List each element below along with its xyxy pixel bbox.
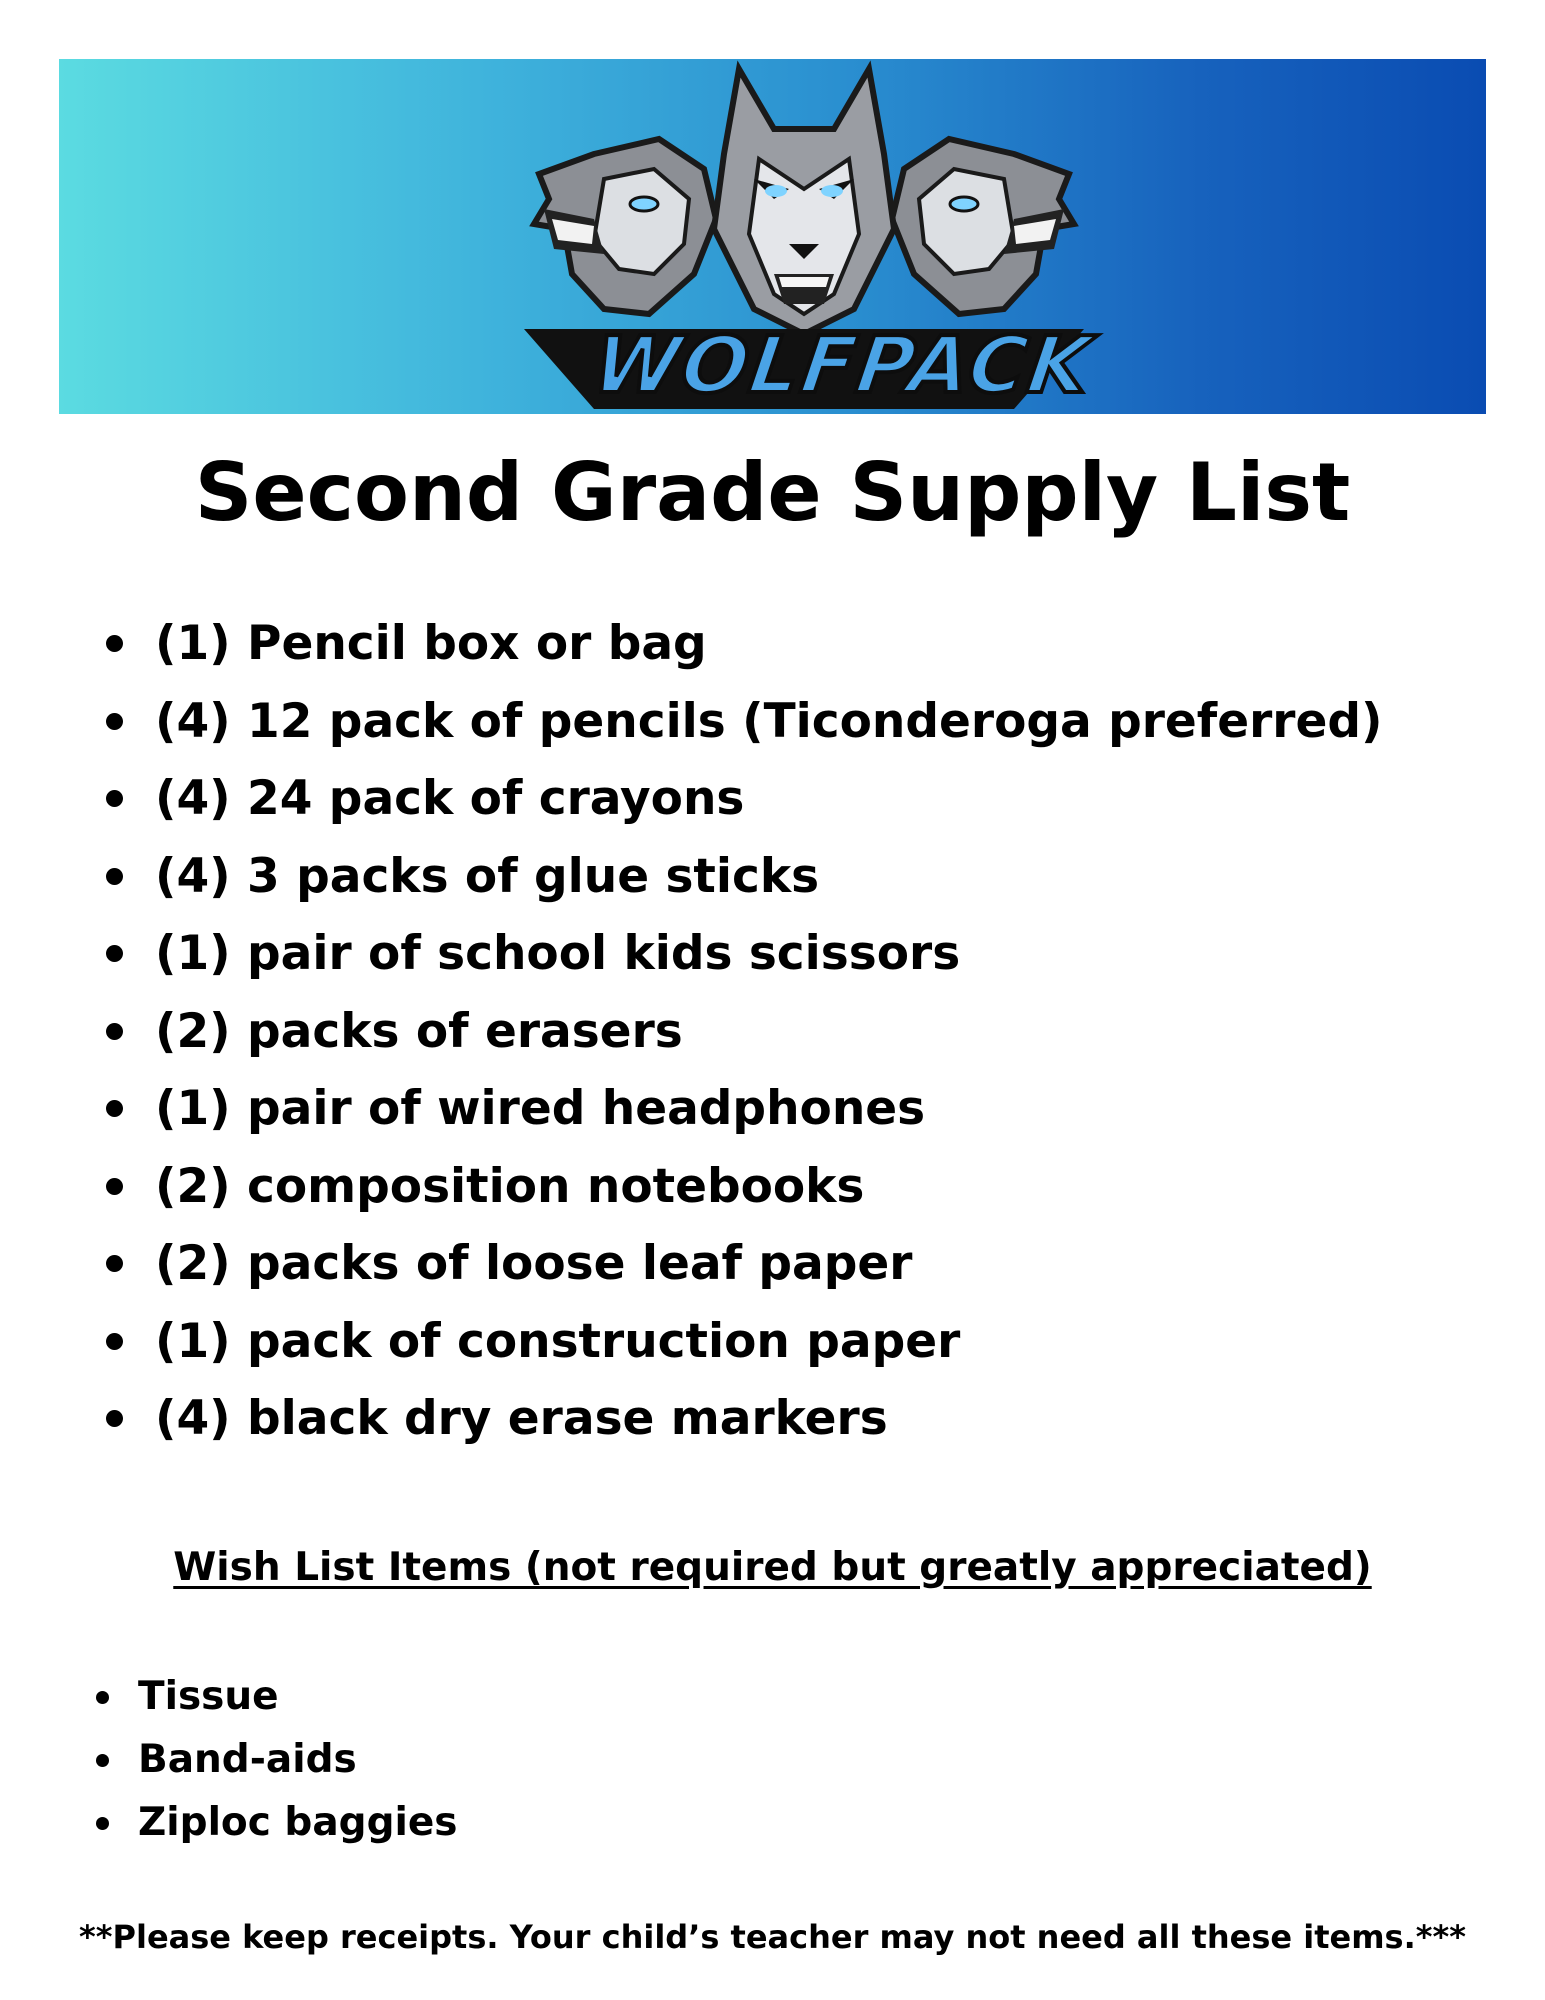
supply-item-text: (1) Pencil box or bag — [155, 616, 707, 671]
list-item — [96, 1148, 1383, 1226]
list-item — [96, 1070, 1383, 1148]
header-banner — [59, 59, 1486, 414]
supply-item-text: (4) 3 packs of glue sticks — [155, 848, 820, 904]
page-title: Second Grade Supply List — [194, 446, 1351, 539]
list-item — [96, 683, 1383, 761]
supply-item-text: (2) packs of erasers — [155, 1003, 683, 1059]
list-item — [96, 605, 1383, 683]
list-item — [96, 760, 1383, 838]
bullet-icon — [106, 1023, 123, 1040]
supply-item-text: (4) 24 pack of crayons — [155, 771, 745, 826]
wish-list — [90, 1665, 458, 1854]
bullet-icon — [106, 1178, 123, 1195]
bullet-icon — [96, 1817, 109, 1830]
wish-item-text: Ziploc baggies — [138, 1800, 458, 1845]
logo-wordmark: WOLFPACK — [587, 321, 1098, 411]
list-item — [90, 1728, 458, 1791]
footer-note: **Please keep receipts. Your child’s teacher may not need all these items.*** — [79, 1918, 1466, 1956]
bullet-icon — [106, 1333, 123, 1350]
list-item — [96, 1380, 1383, 1458]
bullet-icon — [106, 1100, 123, 1117]
list-item — [96, 915, 1383, 993]
wish-list-heading: Wish List Items (not required but greatly appreciated) — [173, 1545, 1372, 1590]
bullet-icon — [106, 1255, 123, 1272]
left-wolf-head-icon — [534, 139, 716, 314]
bullet-icon — [96, 1754, 109, 1767]
list-item — [96, 838, 1383, 916]
list-item — [96, 1225, 1383, 1303]
list-item — [96, 1303, 1383, 1381]
bullet-icon — [96, 1691, 109, 1704]
bullet-icon — [106, 945, 123, 962]
list-item — [96, 993, 1383, 1071]
wish-item-text: Band-aids — [138, 1737, 357, 1782]
list-item — [90, 1665, 458, 1728]
supply-item-text: (4) 12 pack of pencils (Ticonderoga preferred) — [155, 693, 1383, 749]
center-wolf-head-icon — [714, 69, 894, 334]
bullet-icon — [106, 868, 123, 885]
bullet-icon — [106, 713, 123, 730]
supply-item-text: (2) packs of loose leaf paper — [155, 1236, 913, 1291]
supply-item-text: (1) pair of school kids scissors — [155, 926, 961, 981]
supply-list — [96, 605, 1383, 1458]
wish-item-text: Tissue — [138, 1674, 279, 1719]
supply-item-text: (2) composition notebooks — [155, 1158, 865, 1214]
supply-item-text: (4) black dry erase markers — [155, 1391, 888, 1446]
bullet-icon — [106, 635, 123, 652]
supply-item-text: (1) pack of construction paper — [155, 1313, 961, 1369]
bullet-icon — [106, 1410, 123, 1427]
supply-item-text: (1) pair of wired headphones — [155, 1081, 926, 1136]
right-wolf-head-icon — [892, 139, 1074, 314]
list-item — [90, 1791, 458, 1854]
bullet-icon — [106, 790, 123, 807]
